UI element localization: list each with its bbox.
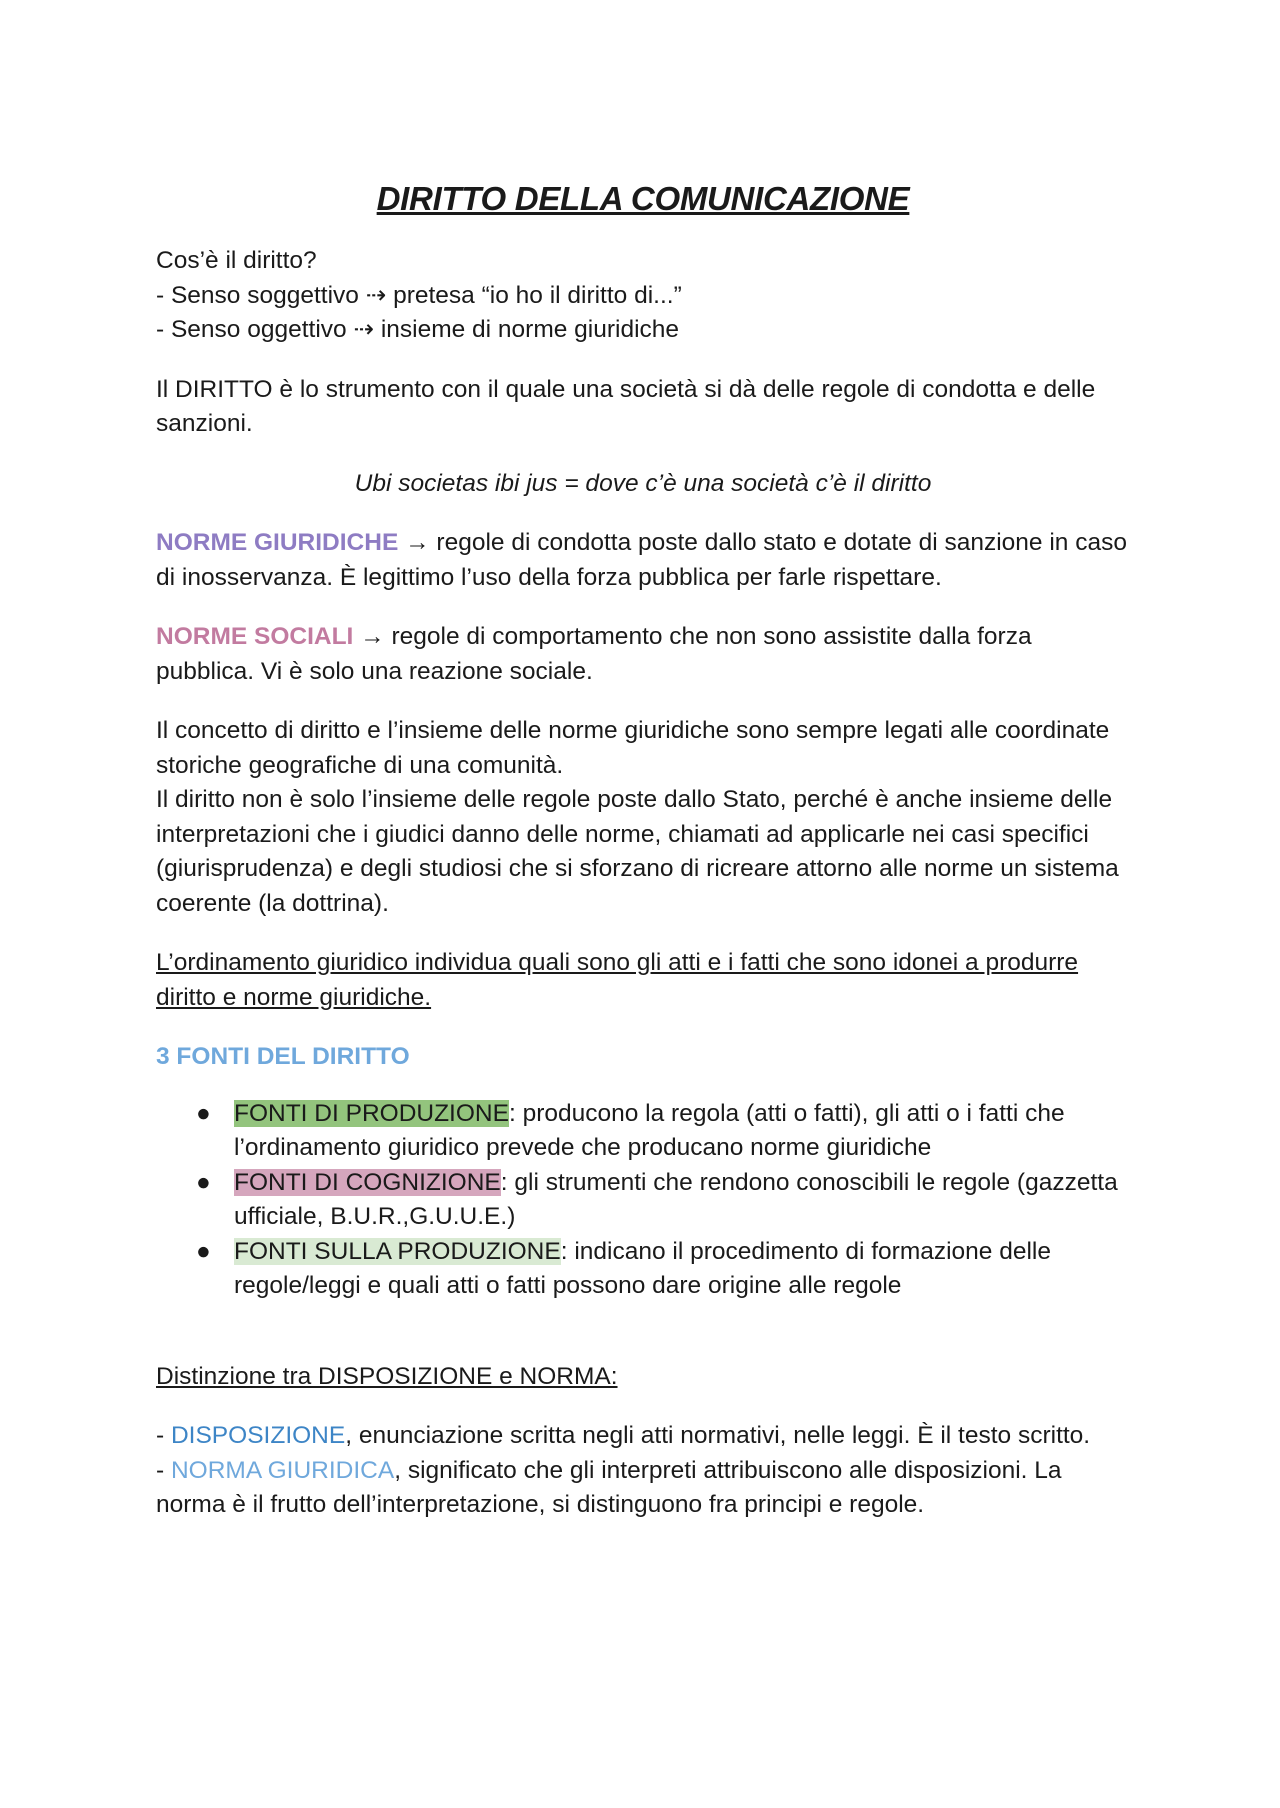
norme-sociali-label: NORME SOCIALI	[156, 623, 354, 650]
list-item	[196, 1235, 1130, 1304]
diritto-definition: Il DIRITTO è lo strumento con il quale una società si dà delle regole di condotta e delle sanzioni.	[156, 375, 1096, 437]
dash-prefix: -	[156, 1456, 171, 1484]
bullet-icon: ●	[196, 1168, 211, 1196]
dashed-arrow-icon: ⇢	[365, 281, 387, 309]
fonti-sulla-produzione-label: FONTI SULLA PRODUZIONE	[234, 1237, 561, 1265]
fonti-list	[156, 1097, 1130, 1304]
list-item	[196, 1166, 1130, 1235]
ordinamento-paragraph: L’ordinamento giuridico individua quali sono gli atti e i fatti che sono idonei a produrre diritto e norme giuridiche.	[156, 949, 1079, 1011]
disposizione-label: DISPOSIZIONE	[170, 1422, 346, 1449]
disposizione-text: , enunciazione scritta negli atti normativi, nelle leggi. È il testo scritto.	[345, 1422, 1091, 1449]
norme-sociali-paragraph	[156, 620, 1130, 689]
norma-paragraph	[156, 1454, 1130, 1523]
fonti-cognizione-text: : gli strumenti che rendono conoscibili le regole (gazzetta ufficiale, B.U.R.,G.U.U.E.)	[234, 1168, 1118, 1230]
concetto-paragraph-2: Il diritto non è solo l’insieme delle regole poste dallo Stato, perché è anche insieme delle interpretazioni che i giudici danno delle norme, chiamati ad applicarle nei casi specifici (giurisprudenza) e degli studiosi che si sforzano di ricreare attorno alle norme un sistema coerente (la dottrina).	[156, 786, 1119, 917]
intro-oggettivo-text: insieme di norme giuridiche	[374, 316, 680, 343]
fonti-produzione-label: FONTI DI PRODUZIONE	[234, 1099, 509, 1127]
dash-prefix: -	[156, 1422, 171, 1449]
norma-giuridica-label: NORMA GIURIDICA	[170, 1456, 395, 1484]
norma-giuridica-text: , significato che gli interpreti attribuiscono alle disposizioni. La norma è il frutto dell’interpretazione, si distinguono fra principi e regole.	[156, 1456, 1062, 1518]
norme-sociali-text: → regole di comportamento che non sono assistite dalla forza pubblica. Vi è solo una reazione sociale.	[156, 623, 1032, 685]
intro-soggettivo-label: - Senso soggettivo	[156, 281, 366, 309]
intro-oggettivo	[156, 313, 1130, 348]
fonti-heading: 3 FONTI DEL DIRITTO	[156, 1043, 410, 1070]
document-title: DIRITTO DELLA COMUNICAZIONE	[376, 180, 910, 217]
intro-oggettivo-label: - Senso oggettivo	[156, 316, 354, 343]
dashed-arrow-icon: ⇢	[353, 316, 375, 343]
fonti-produzione-text: : producono la regola (atti o fatti), gli atti o i fatti che l’ordinamento giuridico prevede che producano norme giuridiche	[234, 1099, 1065, 1161]
disposizione-paragraph	[156, 1419, 1130, 1454]
concetto-paragraph-1: Il concetto di diritto e l’insieme delle norme giuridiche sono sempre legati alle coordinate storiche geografiche di una comunità.	[156, 717, 1110, 779]
norme-giuridiche-text: → regole di condotta poste dallo stato e dotate di sanzione in caso di inosservanza. È legittimo l’uso della forza pubblica per farle rispettare.	[156, 529, 1127, 591]
intro-soggettivo-text: pretesa “io ho il diritto di...”	[386, 281, 682, 309]
intro-question: Cos’è il diritto?	[156, 247, 317, 274]
norme-giuridiche-paragraph	[156, 526, 1130, 595]
bullet-icon: ●	[196, 1237, 211, 1265]
list-item	[196, 1097, 1130, 1166]
intro-block	[156, 244, 1130, 348]
norme-giuridiche-label: NORME GIURIDICHE	[156, 529, 399, 556]
fonti-sulla-produzione-text: : indicano il procedimento di formazione delle regole/leggi e quali atti o fatti possono dare origine alle regole	[234, 1237, 1051, 1299]
intro-soggettivo	[156, 279, 1130, 314]
distinzione-heading: Distinzione tra DISPOSIZIONE e NORMA:	[156, 1362, 618, 1390]
bullet-icon: ●	[196, 1099, 211, 1127]
fonti-cognizione-label: FONTI DI COGNIZIONE	[234, 1168, 501, 1196]
latin-motto: Ubi societas ibi jus = dove c’è una società c’è il diritto	[354, 469, 932, 497]
